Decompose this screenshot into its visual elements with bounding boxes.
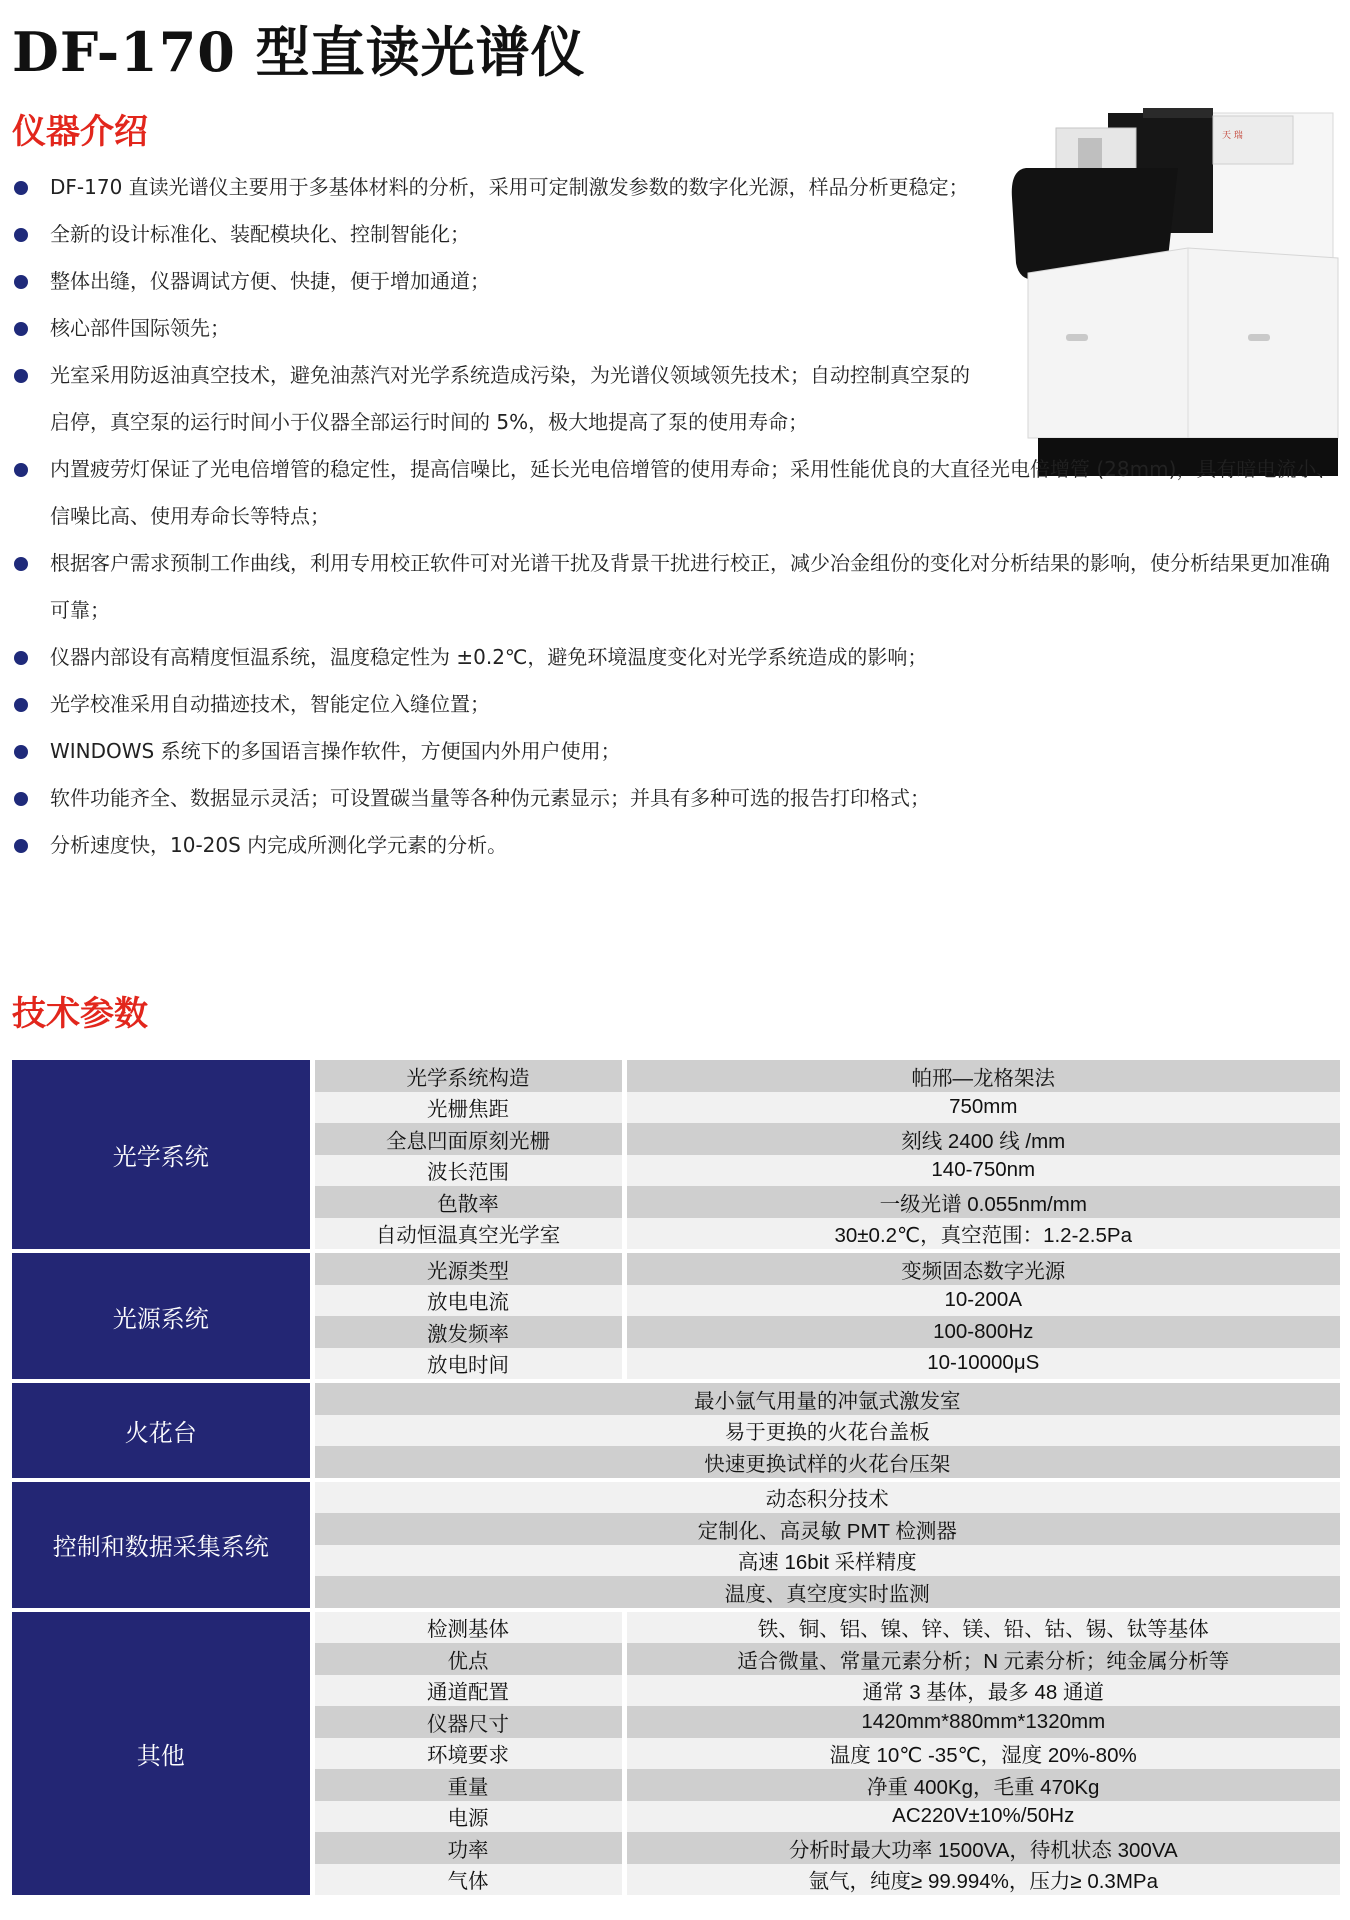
feature-item: DF-170 直读光谱仪主要用于多基体材料的分析，采用可定制激发参数的数字化光源，样品分析更稳定； — [12, 164, 970, 211]
spec-value: 750mm — [624, 1092, 1340, 1124]
spec-key: 气体 — [312, 1864, 624, 1896]
spec-key: 通道配置 — [312, 1675, 624, 1707]
spec-value: 刻线 2400 线 /mm — [624, 1123, 1340, 1155]
spec-value: 温度、真空度实时监测 — [312, 1576, 1340, 1610]
group-label: 火花台 — [12, 1381, 312, 1480]
feature-item: 根据客户需求预制工作曲线，利用专用校正软件可对光谱干扰及背景干扰进行校正，减少冶金组份的变化对分析结果的影响，使分析结果更加准确可靠； — [12, 540, 1342, 634]
spec-value: 铁、铜、铝、镍、锌、镁、铅、钴、锡、钛等基体 — [624, 1610, 1340, 1644]
feature-item: WINDOWS 系统下的多国语言操作软件，方便国内外用户使用； — [12, 728, 1342, 775]
spec-table — [12, 1060, 1340, 1895]
spec-value: 最小氩气用量的冲氩式激发室 — [312, 1381, 1340, 1415]
spec-key: 放电电流 — [312, 1285, 624, 1317]
feature-item: 软件功能齐全、数据显示灵活；可设置碳当量等各种伪元素显示；并具有多种可选的报告打印格式； — [12, 775, 1342, 822]
spec-heading: 技术参数 — [12, 994, 148, 1034]
spec-value: 一级光谱 0.055nm/mm — [624, 1186, 1340, 1218]
group-label: 控制和数据采集系统 — [12, 1480, 312, 1610]
spec-value: 定制化、高灵敏 PMT 检测器 — [312, 1513, 1340, 1545]
table-row — [12, 1251, 1340, 1285]
spec-value: 100-800Hz — [624, 1316, 1340, 1348]
spec-key: 色散率 — [312, 1186, 624, 1218]
spec-key: 仪器尺寸 — [312, 1706, 624, 1738]
spec-value: 通常 3 基体，最多 48 通道 — [624, 1675, 1340, 1707]
spec-key: 放电时间 — [312, 1348, 624, 1382]
spec-value: 30±0.2℃，真空范围：1.2-2.5Pa — [624, 1218, 1340, 1252]
spec-value: 变频固态数字光源 — [624, 1251, 1340, 1285]
spec-key: 优点 — [312, 1643, 624, 1675]
spec-value: 10-10000μS — [624, 1348, 1340, 1382]
spec-key: 环境要求 — [312, 1738, 624, 1770]
spec-value: 140-750nm — [624, 1155, 1340, 1187]
feature-item: 全新的设计标准化、装配模块化、控制智能化； — [12, 211, 970, 258]
feature-item: 整体出缝，仪器调试方便、快捷，便于增加通道； — [12, 258, 970, 305]
feature-item: 光室采用防返油真空技术，避免油蒸汽对光学系统造成污染，为光谱仪领域领先技术；自动控制真空泵的启停，真空泵的运行时间小于仪器全部运行时间的 5%，极大地提高了泵的使用寿命； — [12, 352, 970, 446]
spec-key: 光学系统构造 — [312, 1060, 624, 1092]
feature-item: 仪器内部设有高精度恒温系统，温度稳定性为 ±0.2℃，避免环境温度变化对光学系统造成的影响； — [12, 634, 1342, 681]
svg-text:天 瑞: 天 瑞 — [1222, 131, 1243, 141]
spec-value: 氩气，纯度≥ 99.994%，压力≥ 0.3MPa — [624, 1864, 1340, 1896]
spec-key: 自动恒温真空光学室 — [312, 1218, 624, 1252]
spec-value: 高速 16bit 采样精度 — [312, 1545, 1340, 1577]
feature-item: 核心部件国际领先； — [12, 305, 970, 352]
spec-value: 帕邢—龙格架法 — [624, 1060, 1340, 1092]
feature-item: 光学校准采用自动描迹技术，智能定位入缝位置； — [12, 681, 1342, 728]
table-row — [12, 1381, 1340, 1415]
spec-key: 电源 — [312, 1801, 624, 1833]
group-label: 光学系统 — [12, 1060, 312, 1251]
spec-key: 全息凹面原刻光栅 — [312, 1123, 624, 1155]
spec-key: 光栅焦距 — [312, 1092, 624, 1124]
spec-value: 易于更换的火花台盖板 — [312, 1415, 1340, 1447]
table-row — [12, 1480, 1340, 1514]
spec-key: 激发频率 — [312, 1316, 624, 1348]
spec-key: 重量 — [312, 1769, 624, 1801]
spec-value: AC220V±10%/50Hz — [624, 1801, 1340, 1833]
feature-item: 分析速度快，10-20S 内完成所测化学元素的分析。 — [12, 822, 1342, 869]
group-label: 光源系统 — [12, 1251, 312, 1381]
spec-value: 净重 400Kg，毛重 470Kg — [624, 1769, 1340, 1801]
spec-key: 波长范围 — [312, 1155, 624, 1187]
group-label: 其他 — [12, 1610, 312, 1896]
spec-value: 快速更换试样的火花台压架 — [312, 1446, 1340, 1480]
spec-key: 功率 — [312, 1832, 624, 1864]
intro-heading: 仪器介绍 — [12, 112, 148, 152]
page-title: DF-170 型直读光谱仪 — [12, 20, 586, 84]
spec-value: 1420mm*880mm*1320mm — [624, 1706, 1340, 1738]
table-row — [12, 1610, 1340, 1644]
spec-key: 光源类型 — [312, 1251, 624, 1285]
table-row — [12, 1060, 1340, 1092]
spec-value: 温度 10℃ -35℃，湿度 20%-80% — [624, 1738, 1340, 1770]
spec-value: 适合微量、常量元素分析；N 元素分析；纯金属分析等 — [624, 1643, 1340, 1675]
spec-value: 动态积分技术 — [312, 1480, 1340, 1514]
spec-value: 10-200A — [624, 1285, 1340, 1317]
feature-list — [12, 164, 1342, 869]
spec-key: 检测基体 — [312, 1610, 624, 1644]
feature-item: 内置疲劳灯保证了光电倍增管的稳定性，提高信噪比，延长光电倍增管的使用寿命；采用性能优良的大直径光电倍增管 (28mm)，具有暗电流小、信噪比高、使用寿命长等特点； — [12, 446, 1342, 540]
spec-value: 分析时最大功率 1500VA，待机状态 300VA — [624, 1832, 1340, 1864]
